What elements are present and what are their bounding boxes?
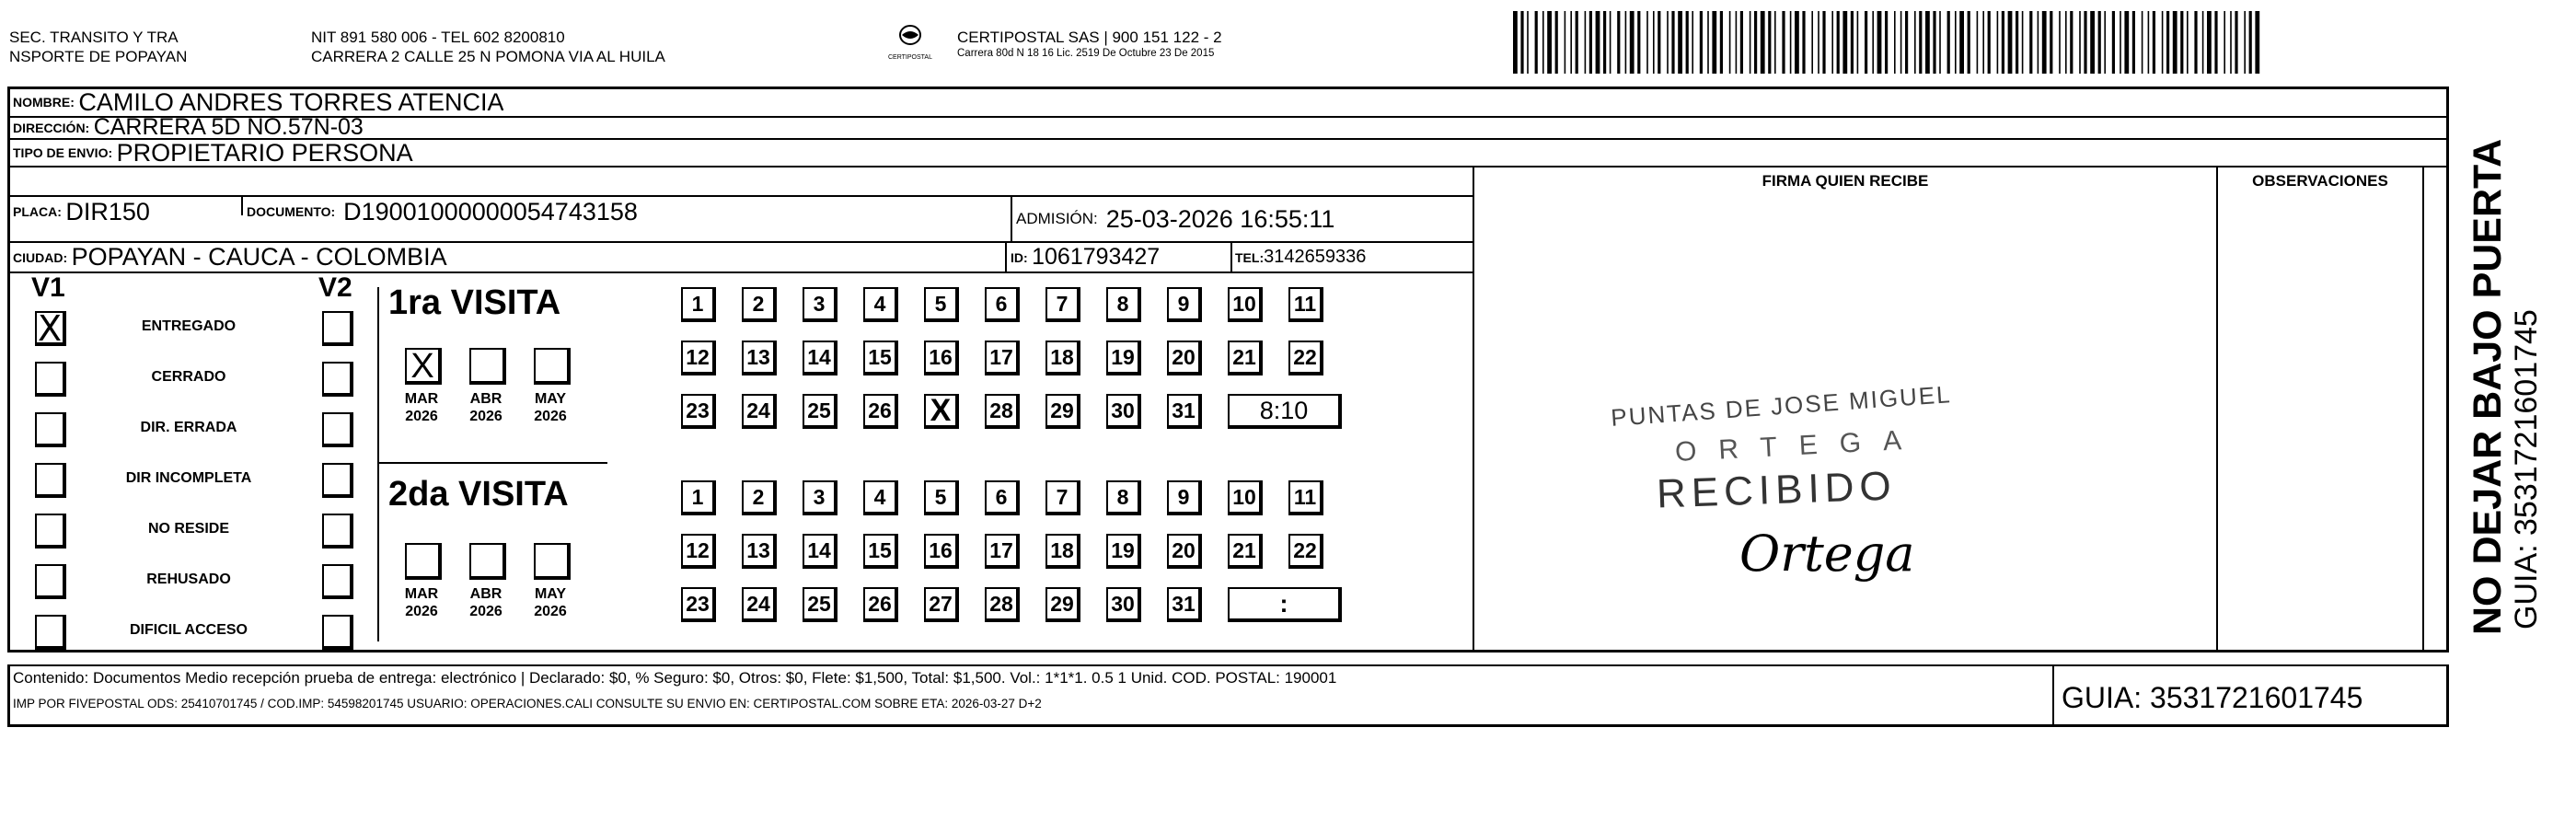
v1-checkbox[interactable] <box>35 412 66 447</box>
firma-header <box>1474 167 2216 195</box>
status-label: NO RESIDE <box>147 521 229 537</box>
documento-cell <box>247 197 638 226</box>
v2-checkbox[interactable] <box>322 615 353 650</box>
day-box[interactable]: 22 <box>1288 534 1323 569</box>
stamp-line-2: ORTEGA <box>1674 423 1924 468</box>
time-box[interactable]: : <box>1228 587 1342 622</box>
day-box[interactable]: 6 <box>985 480 1020 515</box>
day-box[interactable]: 20 <box>1167 534 1202 569</box>
day-box[interactable]: 28 <box>985 587 1020 622</box>
v1-checkbox[interactable] <box>35 615 66 650</box>
month-label: MAY 2026 <box>534 391 567 424</box>
sender-line-2: NSPORTE DE POPAYAN <box>9 48 188 65</box>
admision-cell <box>1016 197 1334 241</box>
day-box[interactable]: 24 <box>742 394 777 429</box>
ciudad-value: POPAYAN - CAUCA - COLOMBIA <box>71 243 447 271</box>
v2-checkbox[interactable] <box>322 362 353 397</box>
side-guia: GUIA: 3531721601745 <box>2509 309 2544 629</box>
carrier-line-2: Carrera 80d N 18 16 Lic. 2519 De Octubre 23 De 2015 <box>957 48 1215 59</box>
day-box[interactable]: 13 <box>742 341 777 375</box>
placa-cell <box>13 197 150 226</box>
day-box[interactable]: 28 <box>985 394 1020 429</box>
day-box[interactable]: 31 <box>1167 394 1202 429</box>
day-box[interactable]: 8 <box>1106 480 1141 515</box>
v1-checkbox[interactable] <box>35 463 66 498</box>
month-checkbox[interactable] <box>405 348 442 385</box>
month-label: ABR 2026 <box>469 391 502 424</box>
barcode <box>1511 11 2264 74</box>
tel-value: 3142659336 <box>1264 247 1367 267</box>
id-label: ID: <box>1011 249 1028 265</box>
day-box[interactable]: 12 <box>681 534 716 569</box>
month-checkbox[interactable] <box>534 543 571 580</box>
admision-value: 25-03-2026 16:55:11 <box>1105 204 1335 233</box>
observaciones-header <box>2218 167 2422 195</box>
day-box[interactable]: 4 <box>863 287 898 322</box>
v1-checkbox[interactable] <box>35 308 66 349</box>
placa-value: DIR150 <box>65 197 150 225</box>
day-box[interactable]: 16 <box>924 341 959 375</box>
footer-guia: GUIA: 3531721601745 <box>2062 681 2363 714</box>
tipo-row <box>13 140 413 166</box>
reception-stamp <box>1601 331 2098 607</box>
day-box[interactable]: 3 <box>803 287 837 322</box>
day-box[interactable]: 1 <box>681 480 716 515</box>
day-box[interactable]: 7 <box>1045 287 1080 322</box>
footer-imp: IMP POR FIVEPOSTAL ODS: 25410701745 / COD.IMP: 54598201745 USUARIO: OPERACIONES.CALI CONSULTE SU ENVIO EN: CERTIPOSTAL.COM SOBRE ETA: 2026-03-27 D+2 <box>13 697 1042 710</box>
status-label: DIR. ERRADA <box>140 420 237 435</box>
day-box[interactable]: 5 <box>924 480 959 515</box>
day-box[interactable]: 18 <box>1045 534 1080 569</box>
nit-line-1: NIT 891 580 006 - TEL 602 8200810 <box>311 29 565 46</box>
day-box[interactable]: 12 <box>681 341 716 375</box>
day-box[interactable]: 22 <box>1288 341 1323 375</box>
day-box[interactable]: 20 <box>1167 341 1202 375</box>
day-box[interactable]: 9 <box>1167 480 1202 515</box>
svg-text:CERTIPOSTAL: CERTIPOSTAL <box>888 54 932 61</box>
v1-checkbox[interactable] <box>35 362 66 397</box>
sender-line-1: SEC. TRANSITO Y TRA <box>9 29 179 46</box>
recipient-signature: Ortega <box>1739 525 1915 583</box>
stamp-line-1: PUNTAS DE JOSE MIGUEL <box>1610 380 1953 432</box>
placa-label: PLACA: <box>13 204 62 219</box>
v2-label: V2 <box>318 272 352 303</box>
nit-line-2: CARRERA 2 CALLE 25 N POMONA VIA AL HUILA <box>311 48 665 65</box>
month-label: MAR 2026 <box>404 586 439 619</box>
month-checkbox[interactable] <box>469 348 506 385</box>
ciudad-cell <box>13 243 447 271</box>
month-label: ABR 2026 <box>469 586 502 619</box>
day-box[interactable]: 21 <box>1228 534 1263 569</box>
direccion-label: DIRECCIÓN: <box>13 120 90 135</box>
second-visit-title: 2da VISITA <box>388 475 569 514</box>
day-box[interactable]: 1 <box>681 287 716 322</box>
day-box[interactable]: 11 <box>1288 287 1323 322</box>
v1-checkbox[interactable] <box>35 564 66 599</box>
day-box[interactable]: 15 <box>863 341 898 375</box>
carrier-line-1: CERTIPOSTAL SAS | 900 151 122 - 2 <box>957 29 1222 46</box>
month-checkbox[interactable] <box>469 543 506 580</box>
status-label: ENTREGADO <box>141 318 237 334</box>
documento-label: DOCUMENTO: <box>247 204 336 219</box>
tipo-label: TIPO DE ENVIO: <box>13 145 113 160</box>
day-box[interactable]: 27 <box>924 587 959 622</box>
id-value: 1061793427 <box>1032 244 1161 270</box>
day-box[interactable]: 29 <box>1045 394 1080 429</box>
nombre-label: NOMBRE: <box>13 95 75 110</box>
day-box[interactable]: 19 <box>1106 534 1141 569</box>
v2-checkbox[interactable] <box>322 311 353 346</box>
day-box[interactable]: 3 <box>803 480 837 515</box>
tipo-value: PROPIETARIO PERSONA <box>116 140 413 166</box>
observaciones-label: OBSERVACIONES <box>2252 172 2388 190</box>
day-box[interactable]: 30 <box>1106 587 1141 622</box>
day-box[interactable]: 26 <box>863 394 898 429</box>
day-box[interactable]: 11 <box>1288 480 1323 515</box>
carrier-info <box>957 28 1222 61</box>
day-box[interactable]: 13 <box>742 534 777 569</box>
day-box[interactable]: 10 <box>1228 287 1263 322</box>
day-box[interactable]: 25 <box>803 587 837 622</box>
first-visit-title: 1ra VISITA <box>388 283 561 322</box>
firma-label: FIRMA QUIEN RECIBE <box>1762 172 1929 190</box>
v2-checkbox[interactable] <box>322 514 353 549</box>
day-box[interactable]: 15 <box>863 534 898 569</box>
certipostal-logo <box>882 22 939 64</box>
nombre-row <box>13 88 503 116</box>
footer-contenido: Contenido: Documentos Medio recepción prueba de entrega: electrónico | Declarado: $0, % Seguro: $0, Otros: $0, Flete: $1,500, Total: $1,500. Vol.: 1*1*1. 0.5 1 Unid. COD. POSTAL: 190001 <box>13 669 1337 687</box>
ciudad-label: CIUDAD: <box>13 249 68 265</box>
day-box[interactable]: 26 <box>863 587 898 622</box>
day-box[interactable]: 25 <box>803 394 837 429</box>
day-box[interactable]: 10 <box>1228 480 1263 515</box>
status-label: REHUSADO <box>146 572 231 587</box>
check-mark: X <box>410 347 434 386</box>
day-box[interactable]: 19 <box>1106 341 1141 375</box>
day-box[interactable]: 5 <box>924 287 959 322</box>
day-box[interactable]: 8 <box>1106 287 1141 322</box>
day-box[interactable]: 6 <box>985 287 1020 322</box>
day-box[interactable]: 2 <box>742 480 777 515</box>
day-box[interactable]: 17 <box>985 341 1020 375</box>
day-box[interactable]: 18 <box>1045 341 1080 375</box>
day-box[interactable]: 4 <box>863 480 898 515</box>
v1-checkbox[interactable] <box>35 514 66 549</box>
day-box[interactable]: 2 <box>742 287 777 322</box>
day-box[interactable]: 23 <box>681 587 716 622</box>
time-box[interactable]: 8:10 <box>1228 394 1342 429</box>
status-label: DIFICIL ACCESO <box>129 622 248 638</box>
day-box[interactable]: 24 <box>742 587 777 622</box>
day-box[interactable]: 17 <box>985 534 1020 569</box>
day-box[interactable]: 29 <box>1045 587 1080 622</box>
direccion-value: CARRERA 5D NO.57N-03 <box>93 117 364 138</box>
v1-label: V1 <box>31 272 65 303</box>
v2-checkbox[interactable] <box>322 463 353 498</box>
month-checkbox[interactable] <box>534 348 571 385</box>
v2-checkbox[interactable] <box>322 564 353 599</box>
status-label: CERRADO <box>151 369 226 385</box>
side-no-dejar: NO DEJAR BAJO PUERTA <box>2466 138 2510 635</box>
day-box[interactable]: 9 <box>1167 287 1202 322</box>
day-box[interactable]: 21 <box>1228 341 1263 375</box>
direccion-row <box>13 117 364 138</box>
side-notice <box>2466 101 2544 635</box>
nombre-value: CAMILO ANDRES TORRES ATENCIA <box>78 88 504 116</box>
day-box[interactable]: 31 <box>1167 587 1202 622</box>
month-checkbox[interactable] <box>405 543 442 580</box>
v2-checkbox[interactable] <box>322 412 353 447</box>
month-label: MAR 2026 <box>404 391 439 424</box>
day-box[interactable]: 16 <box>924 534 959 569</box>
day-box[interactable]: 14 <box>803 341 837 375</box>
documento-value: D19001000000054743158 <box>343 197 638 225</box>
stamp-line-3: RECIBIDO <box>1656 463 1898 517</box>
check-mark: X <box>37 308 63 349</box>
sender-nit <box>311 28 665 66</box>
day-box[interactable]: 23 <box>681 394 716 429</box>
admision-label: ADMISIÓN: <box>1016 210 1098 227</box>
day-box[interactable]: 14 <box>803 534 837 569</box>
day-box[interactable]: 7 <box>1045 480 1080 515</box>
tel-cell <box>1235 243 1366 271</box>
tel-label: TEL: <box>1235 249 1265 265</box>
day-box[interactable]: 30 <box>1106 394 1141 429</box>
sender-name <box>9 28 187 66</box>
month-label: MAY 2026 <box>534 586 567 619</box>
id-cell <box>1011 243 1160 271</box>
day-box[interactable]: X <box>924 394 959 429</box>
status-label: DIR INCOMPLETA <box>125 470 252 486</box>
